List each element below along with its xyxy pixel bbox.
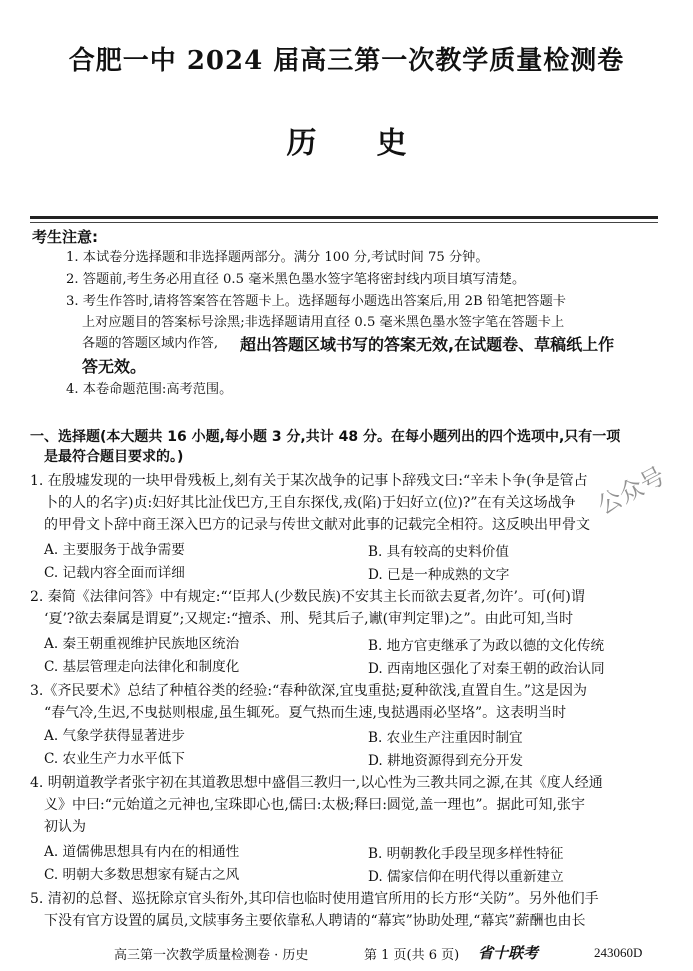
- option-d: D. 西南地区强化了对秦王朝的政治认同: [368, 661, 605, 677]
- section-heading-cont: 是最符合题目要求的。): [44, 449, 184, 465]
- notice-emphasis: 超出答题区域书写的答案无效,在试题卷、草稿纸上作: [240, 335, 615, 354]
- notice-emphasis-cont: 答无效。: [82, 357, 147, 376]
- question-text: 5. 清初的总督、巡抚除京官头衔外,其印信也临时使用遣官所用的长方形“关防”。另外他们手: [30, 891, 599, 907]
- watermark: 公众号: [592, 461, 670, 521]
- option-c: C. 基层管理走向法律化和制度化: [44, 659, 240, 675]
- option-c: C. 明朝大多数思想家有疑古之风: [44, 867, 240, 883]
- footer-title: 高三第一次教学质量检测卷 · 历史: [114, 948, 309, 963]
- notice-item: 4. 本卷命题范围:高考范围。: [66, 382, 233, 397]
- option-b: B. 农业生产注重因时制宜: [368, 730, 523, 746]
- question-text: 卜的人的名字)贞:妇好其比沚伐巴方,王自东探伐,戎(陷)于妇好立(位)?”在有关这场战争: [44, 495, 576, 511]
- option-d: D. 儒家信仰在明代得以重新建立: [368, 869, 564, 885]
- question-text: 1. 在殷墟发现的一块甲骨残板上,刻有关于某次战争的记事卜辞残文曰:“辛未卜争(争是管占: [30, 473, 588, 489]
- question-text: 的甲骨文卜辞中商王深入巴方的记录与传世文献对此事的记载完全相符。这反映出甲骨文: [44, 517, 590, 533]
- option-c: C. 记载内容全面而详细: [44, 565, 185, 581]
- publisher-stamp: 省十联考: [478, 944, 539, 962]
- option-d: D. 耕地资源得到充分开发: [368, 753, 523, 769]
- paper-code: 243060D: [594, 945, 643, 960]
- notice-heading: 考生注意:: [32, 228, 98, 246]
- subject-title: 历史: [286, 126, 467, 161]
- option-b: B. 具有较高的史料价值: [368, 544, 509, 560]
- question-text: 3.《齐民要术》总结了种植谷类的经验:“春种欲深,宜曳重挞;夏种欲浅,直置自生。”这是因为: [30, 683, 588, 699]
- option-d: D. 已是一种成熟的文字: [368, 567, 510, 583]
- option-a: A. 道儒佛思想具有内在的相通性: [44, 844, 240, 860]
- notice-item: 3. 考生作答时,请将答案答在答题卡上。选择题每小题选出答案后,用 2B 铅笔把答题卡: [66, 294, 566, 309]
- option-b: B. 明朝教化手段呈现多样性特征: [368, 846, 564, 862]
- notice-item: 1. 本试卷分选择题和非选择题两部分。满分 100 分,考试时间 75 分钟。: [66, 250, 489, 265]
- question-text: ‘夏’?欲去秦属是谓夏”;又规定:“擅杀、刑、髡其后子,谳(审判定罪)之”。由此可知,当时: [44, 611, 574, 627]
- footer-page: 第 1 页(共 6 页): [364, 948, 460, 963]
- question-text: “春气冷,生迟,不曳挞则根虚,虽生辄死。夏气热而生速,曳挞遇雨必坚垎”。这表明当时: [44, 705, 567, 721]
- header-rule: [30, 216, 658, 219]
- question-text: 义》中曰:“元始道之元神也,宝珠即心也,儒曰:太极;释曰:圆觉,盖一理也”。据此可知,张宇: [44, 797, 585, 813]
- question-text: 4. 明朝道教学者张宇初在其道教思想中盛倡三教归一,以心性为三教共同之源,在其《度人经通: [30, 775, 603, 791]
- option-a: A. 秦王朝重视维护民族地区统治: [44, 636, 240, 652]
- question-text: 下没有官方设置的属员,文牍事务主要依靠私人聘请的“幕宾”协助处理,“幕宾”薪酬也由长: [44, 913, 586, 929]
- notice-item: 上对应题目的答案标号涂黑;非选择题请用直径 0.5 毫米黑色墨水签字笔在答题卡上: [82, 315, 565, 330]
- notice-item: 各题的答题区域内作答,: [82, 336, 219, 351]
- option-c: C. 农业生产力水平低下: [44, 751, 185, 767]
- question-text: 初认为: [44, 819, 86, 835]
- header-rule-thin: [30, 222, 658, 223]
- notice-item: 2. 答题前,考生务必用直径 0.5 毫米黑色墨水签字笔将密封线内项目填写清楚。: [66, 272, 526, 287]
- option-a: A. 气象学获得显著进步: [44, 728, 185, 744]
- section-heading: 一、选择题(本大题共 16 小题,每小题 3 分,共计 48 分。在每小题列出的四个选项中,只有一项: [30, 429, 621, 445]
- exam-title: 合肥一中 2024 届高三第一次教学质量检测卷: [68, 46, 625, 76]
- option-a: A. 主要服务于战争需要: [44, 542, 185, 558]
- question-text: 2. 秦简《法律问答》中有规定:“‘臣邦人(少数民族)不安其主长而欲去夏者,勿许’。可(何)谓: [30, 589, 585, 605]
- option-b: B. 地方官吏继承了为政以德的文化传统: [368, 638, 605, 654]
